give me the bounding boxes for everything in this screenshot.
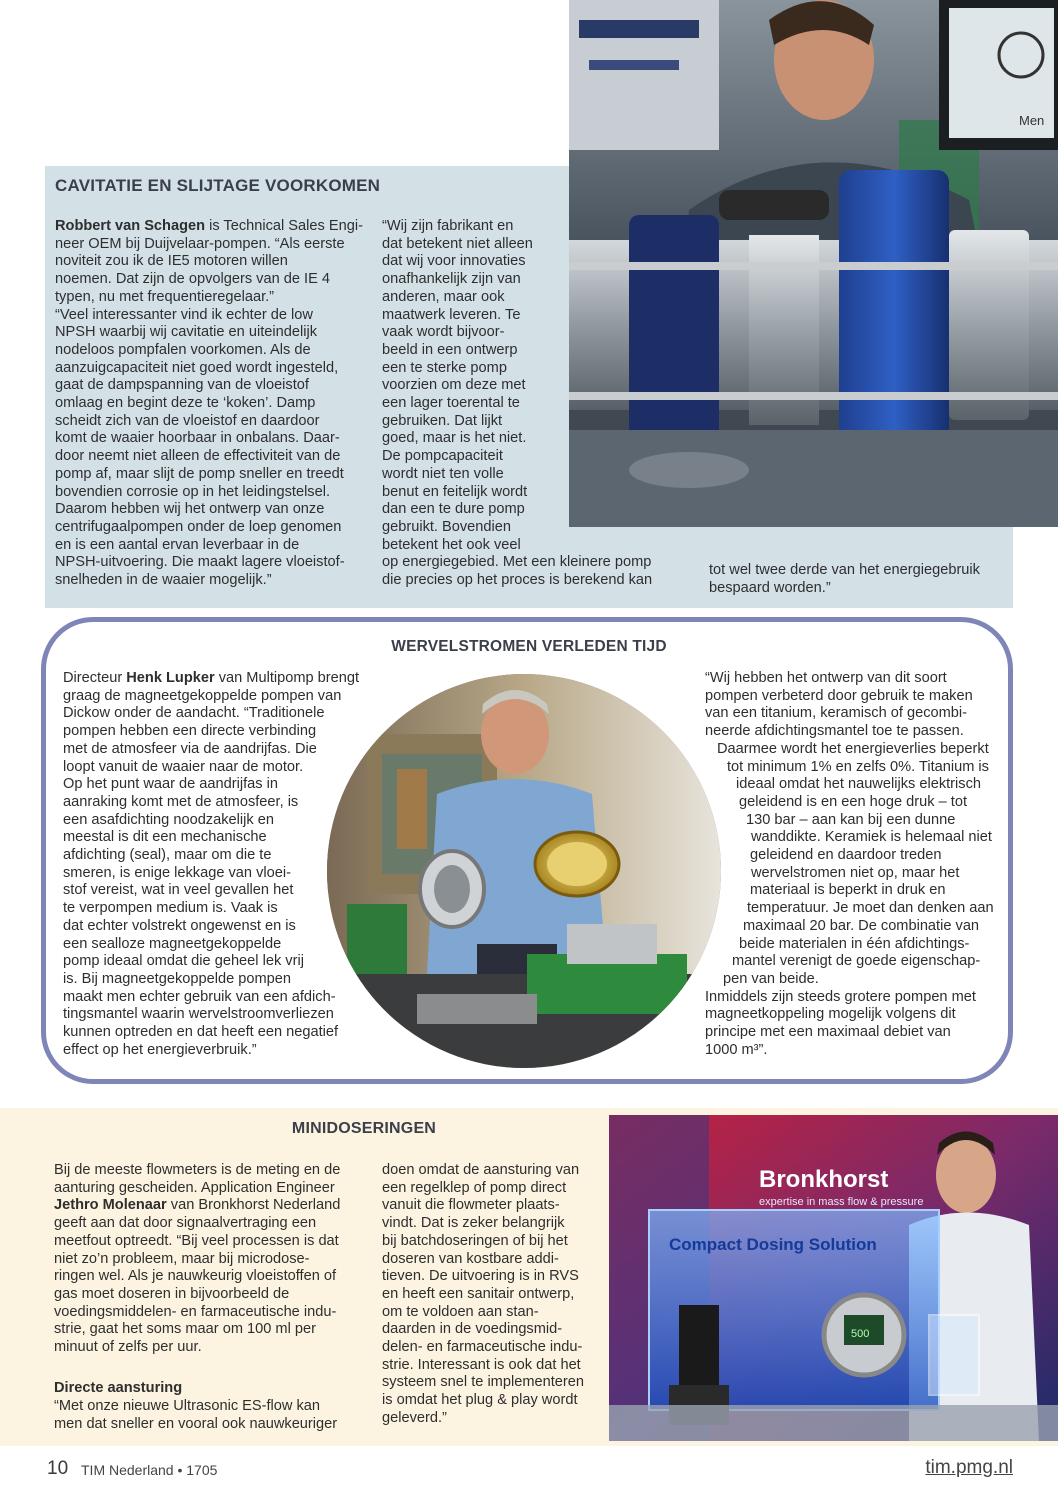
photo-bronkhorst-stand [609,1115,1058,1441]
wervelstromen-line: temperatuur. Je moet dan denken aan [747,900,994,917]
wervelstromen-line: “Wij hebben het ontwerp van dit soort [705,670,947,686]
wervelstromen-line: wanddikte. Keramiek is helemaal niet [751,829,992,846]
wervelstromen-line: maximaal 20 bar. De combinatie van [743,917,980,934]
person-name-henk: Henk Lupker [126,670,215,686]
wervelstromen-line: 1000 m³”. [705,1041,768,1058]
wervelstromen-line: geleidend is en een hoge druk – tot [739,793,967,810]
photo-bronkhorst-illustration [609,1115,1058,1441]
cavitatie-column-1-text: is Technical Sales Engi- neer OEM bij Duijvelaar-pompen. “Als eerste noviteit zou ik de IE5 motoren willen noemen. Dat zijn de opvolgers van de IE 4 typen, nu met frequentieregelaar.” “Veel interessanter vind ik echter de low NPSH waarbij wij cavitatie en uiteindelijk nodeloos pompfalen voorkomen. Als de aanzuigcapaciteit niet goed wordt ingesteld, gaat de dampspanning van de vloeistof omlaag en begint deze te ‘koken’. Damp scheidt zich van de vloeistof en daardoor komt de waaier hoorbaar in onbalans. Daar- door neemt niet alleen de effectiviteit van de pomp af, maar slijt de pomp sneller en treedt bovendien corrosie op in het leidingstelsel. Daarom hebben wij het ontwerp van onze centrifugaalpompen onder de loep genomen en is een aantal ervan leverbaar in de NPSH-uitvoering. Die maakt lagere vloeistof- snelheden in de waaier mogelijk.” [55,218,363,589]
wervelstromen-line: beide materialen in één afdichtings- [739,935,970,952]
wervelstromen-column-2 [705,670,1005,1059]
wervelstromen-column-1-text: van Multipomp brengt graag de magneetgekoppelde pompen van Dickow onder de aandacht. “Traditionele pompen hebben een directe verbinding met de atmosfeer via de aandrijfas. Die loopt vanuit de waaier naar de motor. Op het punt waar de aandrijfas in aanraking komt met de atmosfeer, is een asafdichting noodzakelijk en meestal is dit een mechanische afdichting (seal), maar om die te smeren, is enige lekkage van vloei- stof vereist, wat in veel gevallen het te verpompen medium is. Vaak is dat echter volstrekt ongewenst en is een sealloze magneetgekoppelde pomp ideaal omdat die geheel lek vrij is. Bij magneetgekoppelde pompen maakt men echter gebruik van een afdich- tingsmantel waarin wervelstroomverliezen kunnen optreden en dat heeft een negatief effect op het energieverbruik.” [63,670,360,1058]
minidoseringen-subheading: Directe aansturing [54,1380,183,1396]
section-cavitatie-title: CAVITATIE EN SLIJTAGE VOORKOMEN [55,176,381,195]
photo-brand-text: Bronkhorst [759,1166,889,1193]
person-name-robbert: Robbert van Schagen [55,218,206,234]
wervelstromen-line: wervelstromen niet op, maar het [751,864,960,881]
wervelstromen-line: pen van beide. [723,970,819,987]
photo-henk-lupker [327,674,721,1068]
wervelstromen-lead: Directeur [63,670,127,686]
website-link[interactable]: tim.pmg.nl [925,1457,1013,1478]
photo-panel-text: Compact Dosing Solution [669,1235,877,1254]
magazine-issue: TIM Nederland • 1705 [81,1462,218,1478]
wervelstromen-line: pompen verbeterd door gebruik te maken [705,687,973,704]
minidoseringen-text-b: van Bronkhorst Nederland geeft aan dat door signaalvertraging een meetfout optreedt. “Bij veel processen is dat niet zo’n probleem, maar bij microdose- ringen wel. Als je nauwkeurig vloeistoffen of gas moet doseren in bijvoorbeeld de voedingsmiddelen- en farmaceutische indu- strie, gaat het soms maar om 100 ml per minuut of zelfs per uur. [54,1197,341,1356]
wervelstromen-line: magneetkoppeling mogelijk volgens dit [705,1006,956,1023]
wervelstromen-line: Inmiddels zijn steeds grotere pompen met [705,988,976,1005]
wervelstromen-line: ideaal omdat het nauwelijks elektrisch [736,776,981,793]
cavitatie-column-3: tot wel twee derde van het energiegebruik bespaard worden.” [709,562,980,596]
wervelstromen-line: Daarmee wordt het energieverlies beperkt [717,740,989,757]
photo-display-value: 500 [851,1328,870,1340]
wervelstromen-column-1 [63,670,363,1059]
wervelstromen-line: neerde afdichtingsmantel toe te passen. [705,723,964,740]
wervelstromen-line: mantel verenigt de goede eigenschap- [732,953,981,970]
wervelstromen-line: materiaal is beperkt in druk en [750,882,946,899]
photo-tagline-text: expertise in mass flow & pressure [759,1196,924,1208]
wervelstromen-line: geleidend en daardoor treden [750,847,942,864]
minidoseringen-text-c: “Met onze nieuwe Ultrasonic ES-flow kan men dat sneller en vooral ook nauwkeuriger [54,1398,338,1432]
wervelstromen-line: tot minimum 1% en zelfs 0%. Titanium is [727,758,989,775]
person-name-jethro: Jethro Molenaar [54,1197,167,1214]
minidoseringen-column-1 [54,1162,374,1357]
section-wervelstromen-title: WERVELSTROMEN VERLEDEN TIJD [391,638,667,655]
wervelstromen-line: 130 bar – aan kan bij een dunne [746,811,956,828]
photo-screen-label: Men [1019,113,1045,128]
section-minidoseringen-title: MINIDOSERINGEN [291,1120,437,1137]
page-number: 10 [47,1458,69,1479]
minidoseringen-column-2: doen omdat de aansturing van een regelklep of pomp direct vanuit die flowmeter plaats- vindt. Dat is zeker belangrijk bij batchdoseringen of bij het doseren van kostbare addi- tieven. De uitvoering is in RVS en heeft een sanitair ontwerp, om te voldoen aan stan- daarden in de voedingsmid- delen- en farmaceutische indu- strie. Interessant is ook dat het systeem snel te implementeren is omdat het plug & play wordt geleverd.” [382,1162,584,1426]
cavitatie-column-2: “Wij zijn fabrikant en dat betekent niet alleen dat wij voor innovaties onafhankelijk zijn van anderen, maar ook maatwerk leveren. Te vaak wordt bijvoor- beeld in een ontwerp een te sterke pomp voorzien om deze met een lager toerental te gebruiken. Dat lijkt goed, maar is het niet. De pompcapaciteit wordt niet ten volle benut en feitelijk wordt dan een te dure pomp gebruikt. Bovendien betekent het ook veel op energiegebied. Met een kleinere pomp die precies op het proces is berekend kan [382,218,653,589]
minidoseringen-text-a: Bij de meeste flowmeters is de meting en de aanturing gescheiden. Application Engineer [54,1162,341,1196]
cavitatie-column-1 [55,218,375,590]
wervelstromen-line: van een titanium, keramisch of gecombi- [705,705,967,722]
wervelstromen-line: principe met een maximaal debiet van [705,1024,951,1041]
photo-henk-lupker-illustration [327,674,721,1068]
